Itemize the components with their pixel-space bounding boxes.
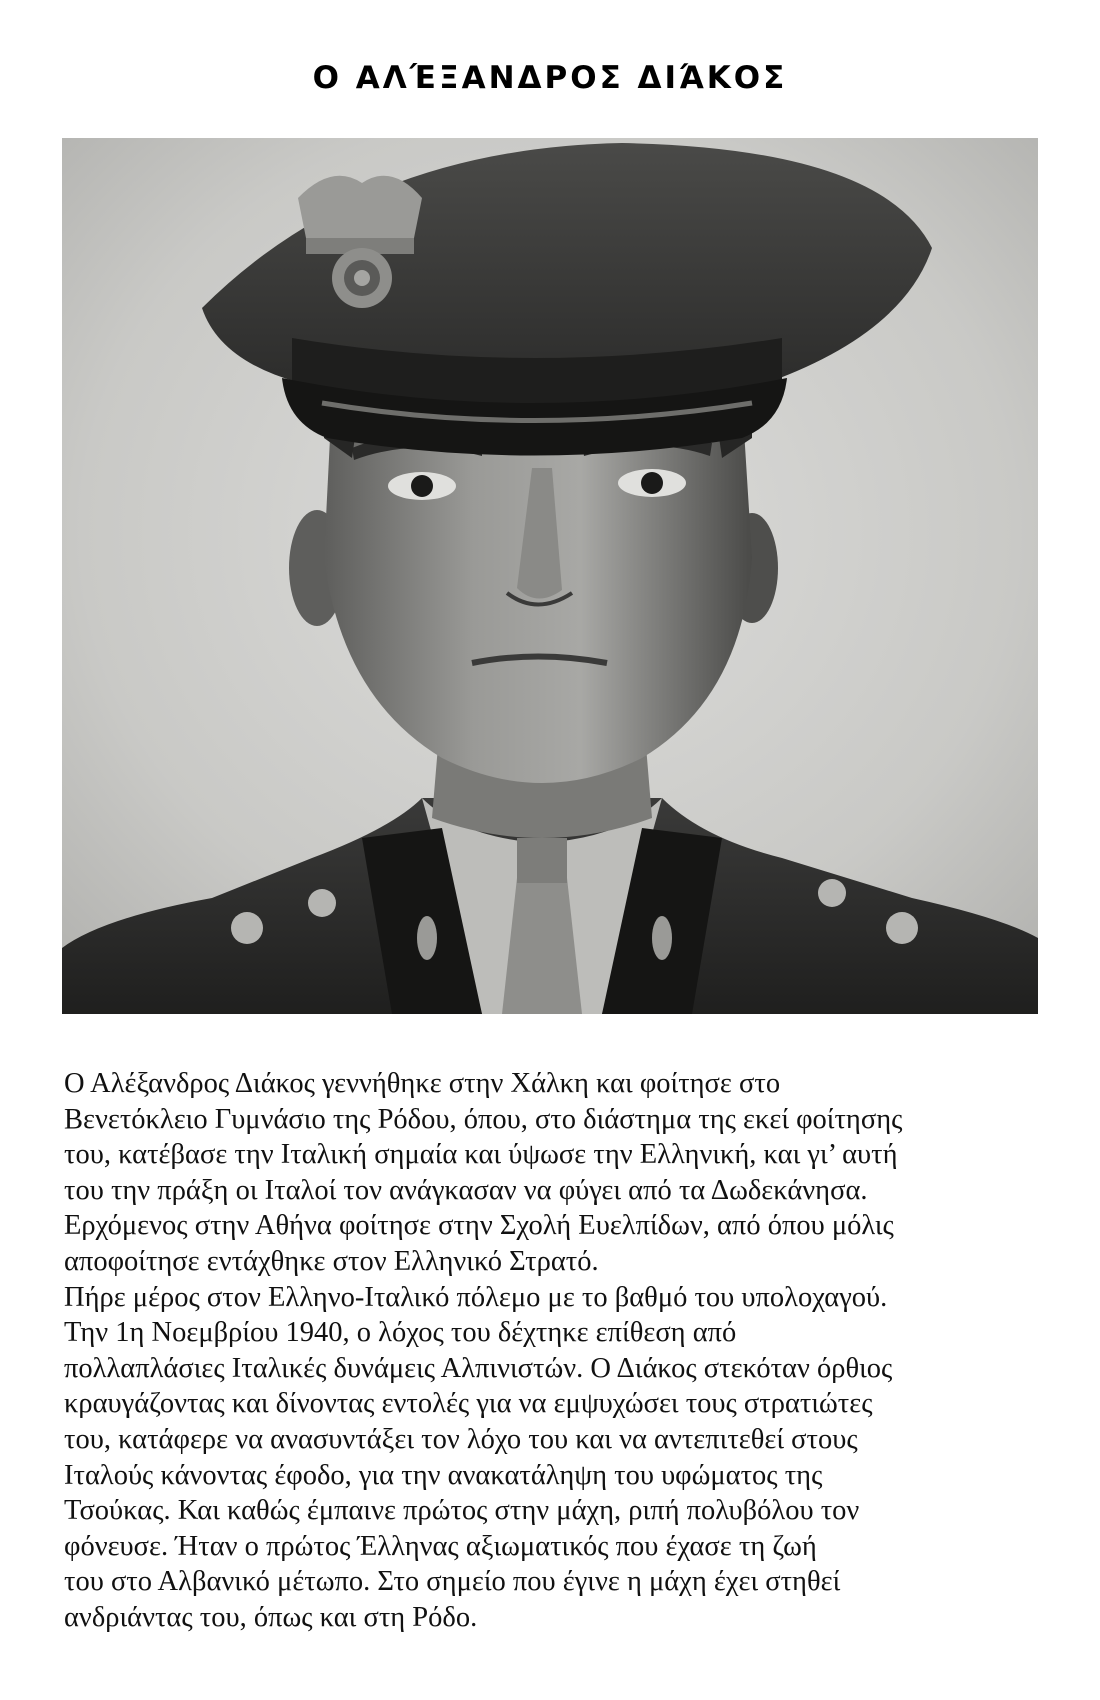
biography-line: ανδριάντας του, όπως και στη Ρόδο. <box>64 1601 478 1633</box>
biography-line: φόνευσε. Ήταν ο πρώτος Έλληνας αξιωματικός που έχασε τη ζωή <box>64 1530 817 1562</box>
biography-line: Πήρε μέρος στον Ελληνο-Ιταλικό πόλεμο με το βαθμό του υπολοχαγού. <box>64 1281 888 1313</box>
portrait-photo-icon <box>62 138 1038 1014</box>
biography-line: Ιταλούς κάνοντας έφοδο, για την ανακατάληψη του υφώματος της <box>64 1459 823 1491</box>
biography-line: Βενετόκλειο Γυμνάσιο της Ρόδου, όπου, στο διάστημα της εκεί φοίτησης <box>64 1103 903 1135</box>
biography-line: Την 1η Νοεμβρίου 1940, ο λόχος του δέχτηκε επίθεση από <box>64 1317 737 1349</box>
biography-text <box>64 1066 1044 1636</box>
biography-line: Ερχόμενος στην Αθήνα φοίτησε στην Σχολή Ευελπίδων, από όπου μόλις <box>64 1210 894 1242</box>
biography-line: του στο Αλβανικό μέτωπο. Στο σημείο που έγινε η μάχη έχει στηθεί <box>64 1566 841 1598</box>
biography-line: αποφοίτησε εντάχθηκε στον Ελληνικό Στρατό. <box>64 1245 599 1277</box>
biography-line: κραυγάζοντας και δίνοντας εντολές για να εμψυχώσει τους στρατιώτες <box>64 1388 873 1420</box>
page-title: Ο ΑΛΈΞΑΝΔΡΟΣ ΔΙΆΚΟΣ <box>312 60 788 96</box>
biography-line: πολλαπλάσιες Ιταλικές δυνάμεις Αλπινιστών. Ο Διάκος στεκόταν όρθιος <box>64 1352 893 1384</box>
biography-line: Ο Αλέξανδρος Διάκος γεννήθηκε στην Χάλκη και φοίτησε στο <box>64 1068 781 1099</box>
biography-line: του, κατάφερε να ανασυντάξει τον λόχο του και να αντεπιτεθεί στους <box>64 1423 858 1455</box>
portrait-photo <box>62 138 1038 1014</box>
biography-line: του, κατέβασε την Ιταλική σημαία και ύψωσε την Ελληνική, και γι’ αυτή <box>64 1139 898 1171</box>
biography-line: Τσούκας. Και καθώς έμπαινε πρώτος στην μάχη, ριπή πολυβόλου τον <box>64 1495 860 1527</box>
biography-line: του την πράξη οι Ιταλοί τον ανάγκασαν να φύγει από τα Δωδεκάνησα. <box>64 1174 868 1206</box>
